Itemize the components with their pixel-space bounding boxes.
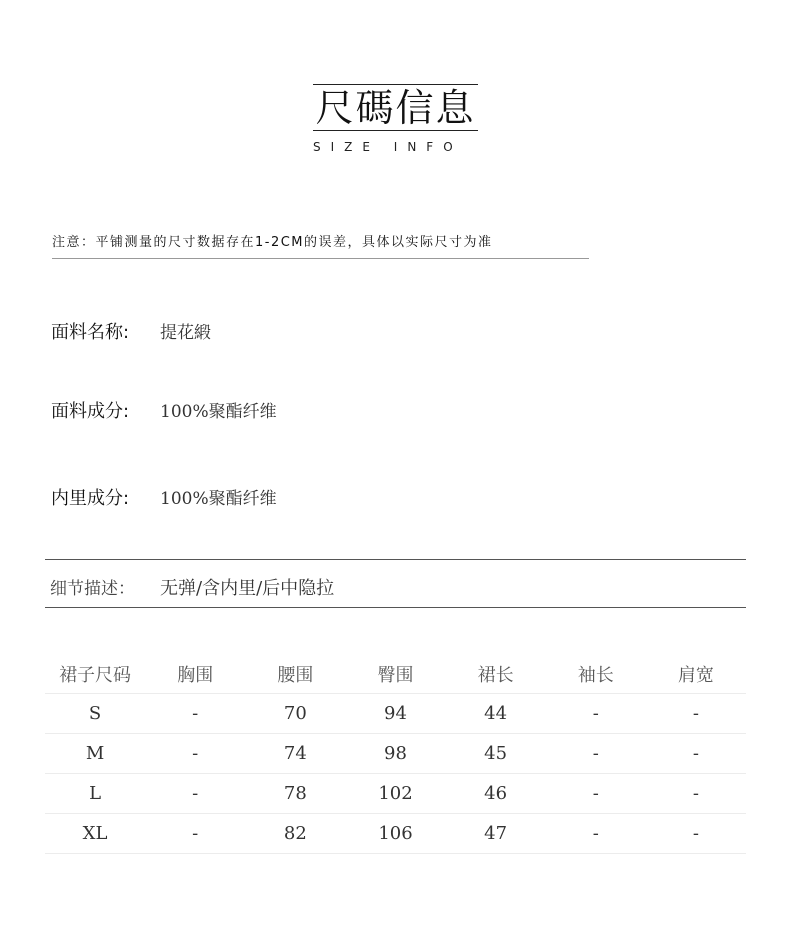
table-cell: -	[646, 774, 746, 814]
table-cell: -	[546, 774, 646, 814]
table-row	[45, 774, 746, 814]
detail-value: 无弹/含内里/后中隐拉	[160, 578, 335, 599]
table-cell: M	[45, 734, 145, 774]
notice-divider	[52, 258, 589, 259]
info-row-fabric-name	[51, 318, 211, 344]
detail-bottom-divider	[45, 607, 746, 608]
header-waist: 腰围	[245, 655, 345, 694]
table-cell: L	[45, 774, 145, 814]
header-shoulder-width: 肩宽	[646, 655, 746, 694]
title-top-rule	[313, 84, 478, 85]
header-hip: 臀围	[345, 655, 445, 694]
table-cell: 45	[446, 734, 546, 774]
size-table	[45, 655, 746, 854]
info-row-lining-composition	[51, 484, 277, 510]
page-title: 尺碼信息	[315, 86, 476, 130]
table-cell: 82	[245, 814, 345, 854]
table-cell: 70	[245, 694, 345, 734]
table-cell: XL	[45, 814, 145, 854]
info-value: 提花緞	[160, 323, 211, 343]
detail-top-divider	[45, 559, 746, 560]
header-size: 裙子尺码	[45, 655, 145, 694]
table-cell: -	[145, 814, 245, 854]
table-row	[45, 814, 746, 854]
detail-row	[50, 574, 334, 600]
table-cell: -	[646, 694, 746, 734]
table-cell: -	[145, 734, 245, 774]
detail-label: 细节描述：	[50, 579, 135, 599]
table-cell: -	[546, 734, 646, 774]
table-cell: 47	[446, 814, 546, 854]
table-row	[45, 734, 746, 774]
info-label: 面料名称:	[51, 322, 130, 343]
table-cell: 98	[345, 734, 445, 774]
table-cell: 94	[345, 694, 445, 734]
table-header-row	[45, 655, 746, 694]
header-bust: 胸围	[145, 655, 245, 694]
page-subtitle: SIZE INFO	[313, 140, 463, 154]
info-label: 面料成分:	[51, 401, 130, 422]
info-row-fabric-composition	[51, 397, 277, 423]
measurement-notice: 注意：平铺测量的尺寸数据存在1-2CM的误差，具体以实际尺寸为准	[52, 235, 493, 250]
info-value: 100%聚酯纤维	[160, 402, 277, 422]
table-cell: 106	[345, 814, 445, 854]
header-skirt-length: 裙长	[446, 655, 546, 694]
table-cell: -	[646, 814, 746, 854]
title-bottom-rule	[313, 130, 478, 131]
table-cell: -	[646, 734, 746, 774]
table-cell: 102	[345, 774, 445, 814]
info-value: 100%聚酯纤维	[160, 489, 277, 509]
table-cell: -	[546, 694, 646, 734]
info-label: 内里成分:	[51, 488, 130, 509]
table-cell: -	[145, 774, 245, 814]
table-cell: 46	[446, 774, 546, 814]
table-cell: S	[45, 694, 145, 734]
table-cell: 74	[245, 734, 345, 774]
table-row	[45, 694, 746, 734]
table-cell: 44	[446, 694, 546, 734]
table-cell: -	[145, 694, 245, 734]
table-cell: 78	[245, 774, 345, 814]
table-cell: -	[546, 814, 646, 854]
header-sleeve-length: 袖长	[546, 655, 646, 694]
